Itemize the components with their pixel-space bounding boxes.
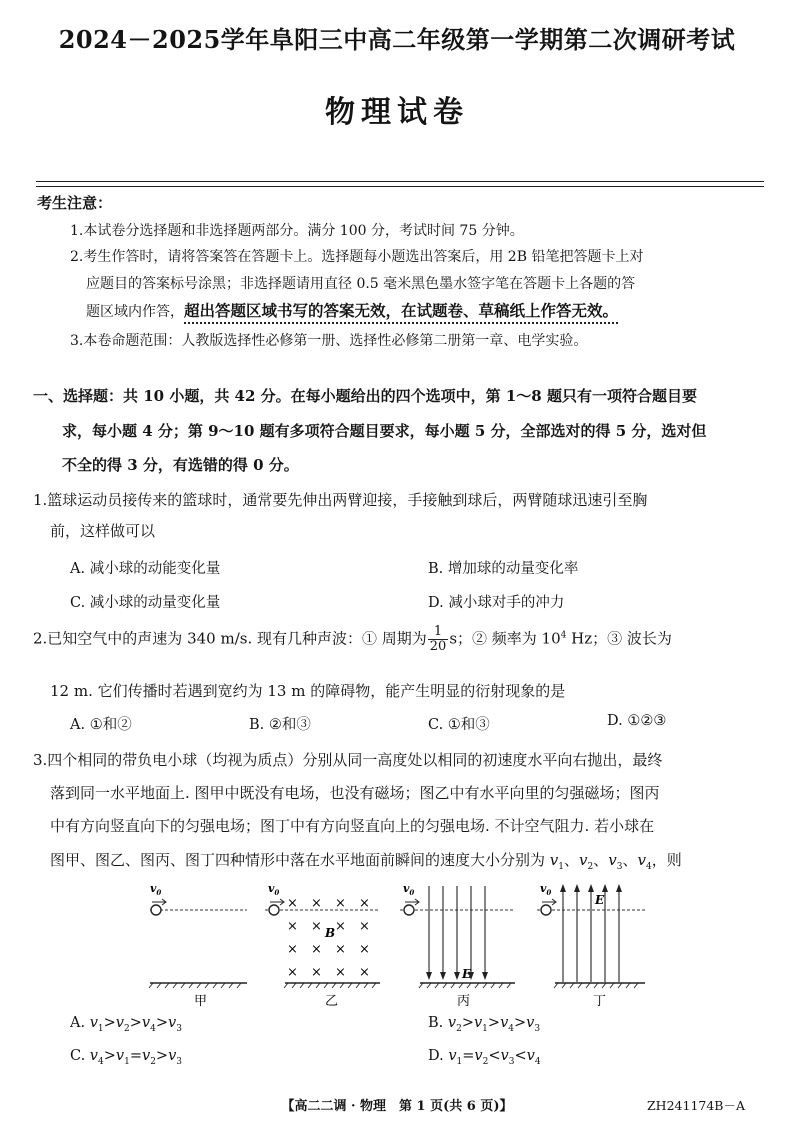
subscript: 2 xyxy=(150,1056,156,1067)
q2-option-a: A. ①和② xyxy=(70,717,132,733)
v-symbol: v xyxy=(448,1048,457,1064)
notice-emphasis: 超出答题区域书写的答案无效，在试题卷、草稿纸上作答无效。 xyxy=(184,301,619,320)
q3-option-d xyxy=(428,1048,541,1067)
v-symbol: v xyxy=(115,1015,124,1031)
arrow-up-icon xyxy=(616,884,622,892)
field-lines-up xyxy=(563,890,619,982)
cross-icon: × xyxy=(311,965,322,980)
v-symbol: v xyxy=(608,851,617,869)
subscript: 3 xyxy=(176,1056,183,1067)
paper-code: ZH241174B－A xyxy=(647,1098,746,1113)
arrow-up-icon xyxy=(588,884,594,892)
subscript: 4 xyxy=(150,1023,156,1034)
q2-option-b: B. ②和③ xyxy=(249,717,311,733)
option-letter: A. xyxy=(70,1015,90,1031)
q3-line-4 xyxy=(50,849,682,872)
q2-line-2: 12 m. 它们传播时若遇到宽约为 13 m 的障碍物，能产生明显的衍射现象的是 xyxy=(50,682,566,700)
panel-jia xyxy=(149,882,247,1009)
relation: > xyxy=(487,1015,501,1031)
panel-label-ding: 丁 xyxy=(593,994,607,1009)
arrow-down-icon xyxy=(426,972,432,980)
arrow-down-icon xyxy=(454,972,460,980)
v-symbol: v xyxy=(89,1015,98,1031)
subscript: 1 xyxy=(456,1056,463,1067)
q1-line-1: 1.篮球运动员接传来的篮球时，通常要先伸出两臂迎接，手接触到球后，两臂随球迅速引至胸 xyxy=(33,491,648,509)
cross-icon: × xyxy=(287,896,298,911)
option-letter: B. xyxy=(428,1015,448,1031)
panel-label-yi: 乙 xyxy=(325,994,339,1009)
q1-option-c: C. 减小球的动量变化量 xyxy=(70,595,221,611)
relation: > xyxy=(514,1015,527,1031)
subscript: 4 xyxy=(645,862,652,872)
notice-item-1: 1.本试卷分选择题和非选择题两部分。满分 100 分，考试时间 75 分钟。 xyxy=(70,223,524,239)
subscript: 2 xyxy=(124,1023,130,1034)
v-symbol: v xyxy=(474,1048,483,1064)
cross-icon: × xyxy=(335,965,346,980)
relation: < xyxy=(514,1048,527,1064)
cross-icon: × xyxy=(359,942,370,957)
cross-icon: × xyxy=(359,896,370,911)
cross-icon: × xyxy=(311,896,322,911)
q2-option-d: D. ①②③ xyxy=(607,713,667,729)
q2-line-1 xyxy=(33,625,672,654)
arrow-down-icon xyxy=(440,972,446,980)
up-arrowheads xyxy=(560,884,622,892)
q3-line-3: 中有方向竖直向下的匀强电场；图丁中有方向竖直向上的匀强电场. 不计空气阻力. 若小球在 xyxy=(50,817,655,835)
relation: > xyxy=(129,1015,142,1031)
relation: > xyxy=(103,1015,116,1031)
cross-icon: × xyxy=(335,919,346,934)
q2-line-1-a: 2.已知空气中的声速为 340 m/s. 现有几种声波：① 周期为 xyxy=(33,629,427,648)
cross-icon: × xyxy=(311,919,322,934)
panel-bing xyxy=(400,882,515,1009)
v-symbol: v xyxy=(549,851,559,869)
q3-option-a xyxy=(70,1015,182,1034)
arrow-up-icon xyxy=(602,884,608,892)
separator: 、 xyxy=(593,851,609,869)
subscript: 3 xyxy=(534,1023,541,1034)
subscript: 2 xyxy=(482,1056,489,1067)
paper-title: 物理试卷 xyxy=(325,95,469,130)
relation: > xyxy=(461,1015,474,1031)
subscript: 1 xyxy=(482,1023,488,1034)
q1-option-d: D. 减小球对手的冲力 xyxy=(428,595,565,611)
notice-item-3: 3.本卷命题范围：人教版选择性必修第一册、选择性必修第二册第一章、电学实验。 xyxy=(70,333,588,349)
option-letter: C. xyxy=(70,1048,90,1064)
cross-icon: × xyxy=(287,965,298,980)
period-fraction xyxy=(428,625,449,654)
electric-field-label: E xyxy=(595,893,605,907)
v-symbol: v xyxy=(500,1048,509,1064)
cross-icon: × xyxy=(335,942,346,957)
section1-line-3: 不全的得 3 分，有选错的得 0 分。 xyxy=(62,456,299,474)
cross-icon: × xyxy=(287,942,298,957)
v-symbol: v xyxy=(141,1048,151,1064)
ball-icon xyxy=(151,905,161,915)
notice-item-2-line-2: 应题目的答案标号涂黑；非选择题请用直径 0.5 毫米黑色墨水签字笔在答题卡上各题的答 xyxy=(86,276,636,292)
v0-label: $v_0$ xyxy=(268,882,280,897)
header-rule-bottom xyxy=(36,186,764,187)
cross-icon: × xyxy=(287,919,298,934)
v-symbol: v xyxy=(526,1048,535,1064)
v-symbol: v xyxy=(141,1015,151,1031)
field-lines-down xyxy=(429,886,485,978)
ball-icon xyxy=(269,905,279,915)
q3-line-4-tail: ，则 xyxy=(651,851,682,869)
notice-item-2-line-3-lead: 题区域内作答， xyxy=(86,304,184,320)
option-letter: D. xyxy=(428,1048,449,1064)
subscript: 1 xyxy=(124,1056,130,1067)
q3-line-2: 落到同一水平地面上. 图甲中既没有电场，也没有磁场；图乙中有水平向里的匀强磁场；图丙 xyxy=(50,784,660,802)
q2-line-1-b: s；② 频率为 10 xyxy=(449,629,561,648)
relation: > xyxy=(155,1048,169,1064)
separator: 、 xyxy=(622,851,638,869)
electric-field-label: E xyxy=(462,967,472,981)
frequency-exponent: 4 xyxy=(560,630,567,641)
q3-figure xyxy=(145,878,650,1016)
q1-line-2: 前，这样做可以 xyxy=(50,522,156,540)
v-symbol: v xyxy=(526,1015,535,1031)
panel-label-jia: 甲 xyxy=(194,994,208,1009)
q2-option-c: C. ①和③ xyxy=(428,717,490,733)
exam-title: 2024－2025学年阜阳三中高二年级第一学期第二次调研考试 xyxy=(58,25,736,54)
subscript: 4 xyxy=(508,1023,514,1034)
page-footer: 【高二二调 · 物理 第 1 页(共 6 页)】 xyxy=(281,1099,513,1114)
panel-ding xyxy=(537,882,645,1009)
v-symbol: v xyxy=(473,1015,483,1031)
relation: = xyxy=(462,1048,475,1064)
ball-icon xyxy=(541,905,551,915)
q3-line-1: 3.四个相同的带负电小球（均视为质点）分别从同一高度处以相同的初速度水平向右抛出，最终 xyxy=(33,751,663,769)
v-symbol: v xyxy=(500,1015,509,1031)
ball-icon xyxy=(404,905,414,915)
subscript: 2 xyxy=(456,1023,462,1034)
v0-label: $v_0$ xyxy=(403,882,415,897)
magnetic-field-label: B xyxy=(325,926,336,940)
relation: > xyxy=(155,1015,168,1031)
subscript: 3 xyxy=(616,862,623,872)
relation: < xyxy=(488,1048,501,1064)
v-symbol: v xyxy=(89,1048,98,1064)
section1-line-1: 一、选择题：共 10 小题，共 42 分。在每小题给出的四个选项中，第 1～8 题只有一项符合题目要 xyxy=(33,387,697,405)
subscript: 1 xyxy=(558,862,564,872)
q3-option-c xyxy=(70,1048,182,1067)
v-symbol: v xyxy=(115,1048,125,1064)
cross-icon: × xyxy=(335,896,346,911)
subscript: 2 xyxy=(587,862,594,872)
notice-heading: 考生注意： xyxy=(37,194,113,212)
subscript: 3 xyxy=(176,1023,182,1034)
panel-yi xyxy=(265,882,380,1009)
arrow-down-icon xyxy=(482,972,488,980)
down-arrowheads xyxy=(426,972,488,980)
cross-icon: × xyxy=(311,942,322,957)
v-symbol: v xyxy=(447,1015,457,1031)
q3-line-4-lead: 图甲、图乙、图丙、图丁四种情形中落在水平地面前瞬间的速度大小分别为 xyxy=(50,851,550,869)
q1-option-b: B. 增加球的动量变化率 xyxy=(428,561,579,577)
q1-option-a: A. 减小球的动能变化量 xyxy=(70,561,221,577)
fraction-numerator: 1 xyxy=(428,625,449,640)
v-symbol: v xyxy=(579,851,588,869)
header-rule-top xyxy=(36,181,764,182)
relation: = xyxy=(129,1048,142,1064)
subscript: 3 xyxy=(508,1056,515,1067)
separator: 、 xyxy=(564,851,580,869)
subscript: 4 xyxy=(534,1056,541,1067)
arrow-up-icon xyxy=(560,884,566,892)
q3-option-b xyxy=(428,1015,540,1034)
relation: > xyxy=(103,1048,116,1064)
section1-line-2: 求，每小题 4 分；第 9～10 题有多项符合题目要求，每小题 5 分，全部选对的得 5 分，选对但 xyxy=(62,422,707,440)
v-symbol: v xyxy=(167,1015,177,1031)
cross-icon: × xyxy=(359,919,370,934)
fraction-denominator: 20 xyxy=(429,639,447,654)
notice-item-2-line-1: 2.考生作答时，请将答案答在答题卡上。选择题每小题选出答案后，用 2B 铅笔把答题卡上对 xyxy=(70,249,644,265)
panel-label-bing: 丙 xyxy=(457,994,471,1009)
v0-label: $v_0$ xyxy=(150,882,162,897)
q2-line-1-c: Hz；③ 波长为 xyxy=(566,629,672,648)
subscript: 1 xyxy=(97,1023,104,1034)
v0-label: $v_0$ xyxy=(540,882,552,897)
subscript: 4 xyxy=(98,1056,104,1067)
v-symbol: v xyxy=(637,851,646,869)
arrow-up-icon xyxy=(574,884,580,892)
notice-item-2-line-3 xyxy=(86,299,618,321)
cross-icon: × xyxy=(359,965,370,980)
v-symbol: v xyxy=(168,1048,177,1064)
